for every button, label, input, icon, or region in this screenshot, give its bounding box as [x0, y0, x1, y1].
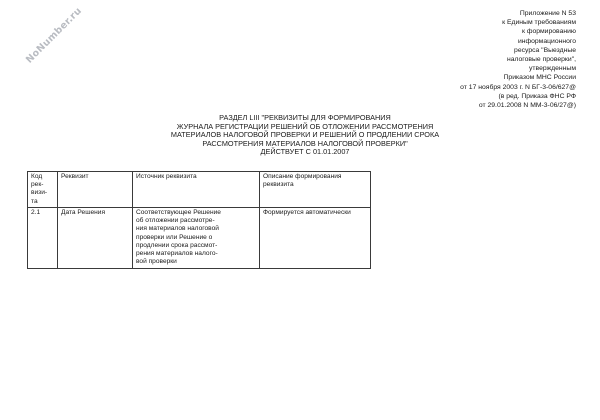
- table-row: [28, 208, 371, 269]
- approval-note: [376, 9, 576, 110]
- cell-description: Формируется автоматически: [260, 208, 371, 269]
- section-title: [120, 114, 490, 157]
- section-title-line: МАТЕРИАЛОВ НАЛОГОВОЙ ПРОВЕРКИ И РЕШЕНИЙ О ПРОДЛЕНИИ СРОКА: [170, 130, 440, 140]
- approval-line: к Единым требованиям: [502, 19, 576, 27]
- watermark-text: NoNumber.ru: [23, 5, 85, 66]
- header-code: Код рек- визи- та: [28, 172, 58, 208]
- approval-line: информационного: [517, 37, 576, 45]
- section-title-line: РАССМОТРЕНИЯ МАТЕРИАЛОВ НАЛОГОВОЙ ПРОВЕРКИ": [202, 138, 408, 148]
- header-requisite: Реквизит: [58, 172, 133, 208]
- requisites-table: [27, 171, 371, 269]
- table-header-row: [28, 172, 371, 208]
- approval-line: от 29.01.2008 N ММ-3-06/27@): [478, 102, 576, 110]
- cell-code: 2.1: [28, 208, 58, 269]
- cell-requisite: Дата Решения: [58, 208, 133, 269]
- header-description: Описание формирования реквизита: [260, 172, 371, 208]
- approval-line: от 17 ноября 2003 г. N БГ-3-06/627@: [460, 83, 576, 91]
- cell-source: Соответствующее Решение об отложении рассмотре- ния материалов налоговой проверки или Решение о продлении срока рассмот- рения материалов налого- вой проверки: [133, 208, 260, 269]
- approval-line: утвержденным: [529, 65, 576, 73]
- section-title-line: РАЗДЕЛ LIII "РЕКВИЗИТЫ ДЛЯ ФОРМИРОВАНИЯ: [219, 113, 391, 122]
- approval-line: налоговые проверки",: [506, 56, 576, 64]
- approval-line: (в ред. Приказа ФНС РФ: [498, 92, 576, 100]
- approval-line: Приложение N 53: [519, 10, 576, 17]
- approval-line: Приказом МНС России: [503, 74, 576, 82]
- approval-line: к формированию: [521, 28, 576, 36]
- header-source: Источник реквизита: [133, 172, 260, 208]
- section-effective-date: ДЕЙСТВУЕТ С 01.01.2007: [260, 147, 350, 157]
- section-title-line: ЖУРНАЛА РЕГИСТРАЦИИ РЕШЕНИЙ ОБ ОТЛОЖЕНИИ РАССМОТРЕНИЯ: [176, 121, 434, 131]
- approval-line: ресурса "Выездные: [514, 46, 576, 54]
